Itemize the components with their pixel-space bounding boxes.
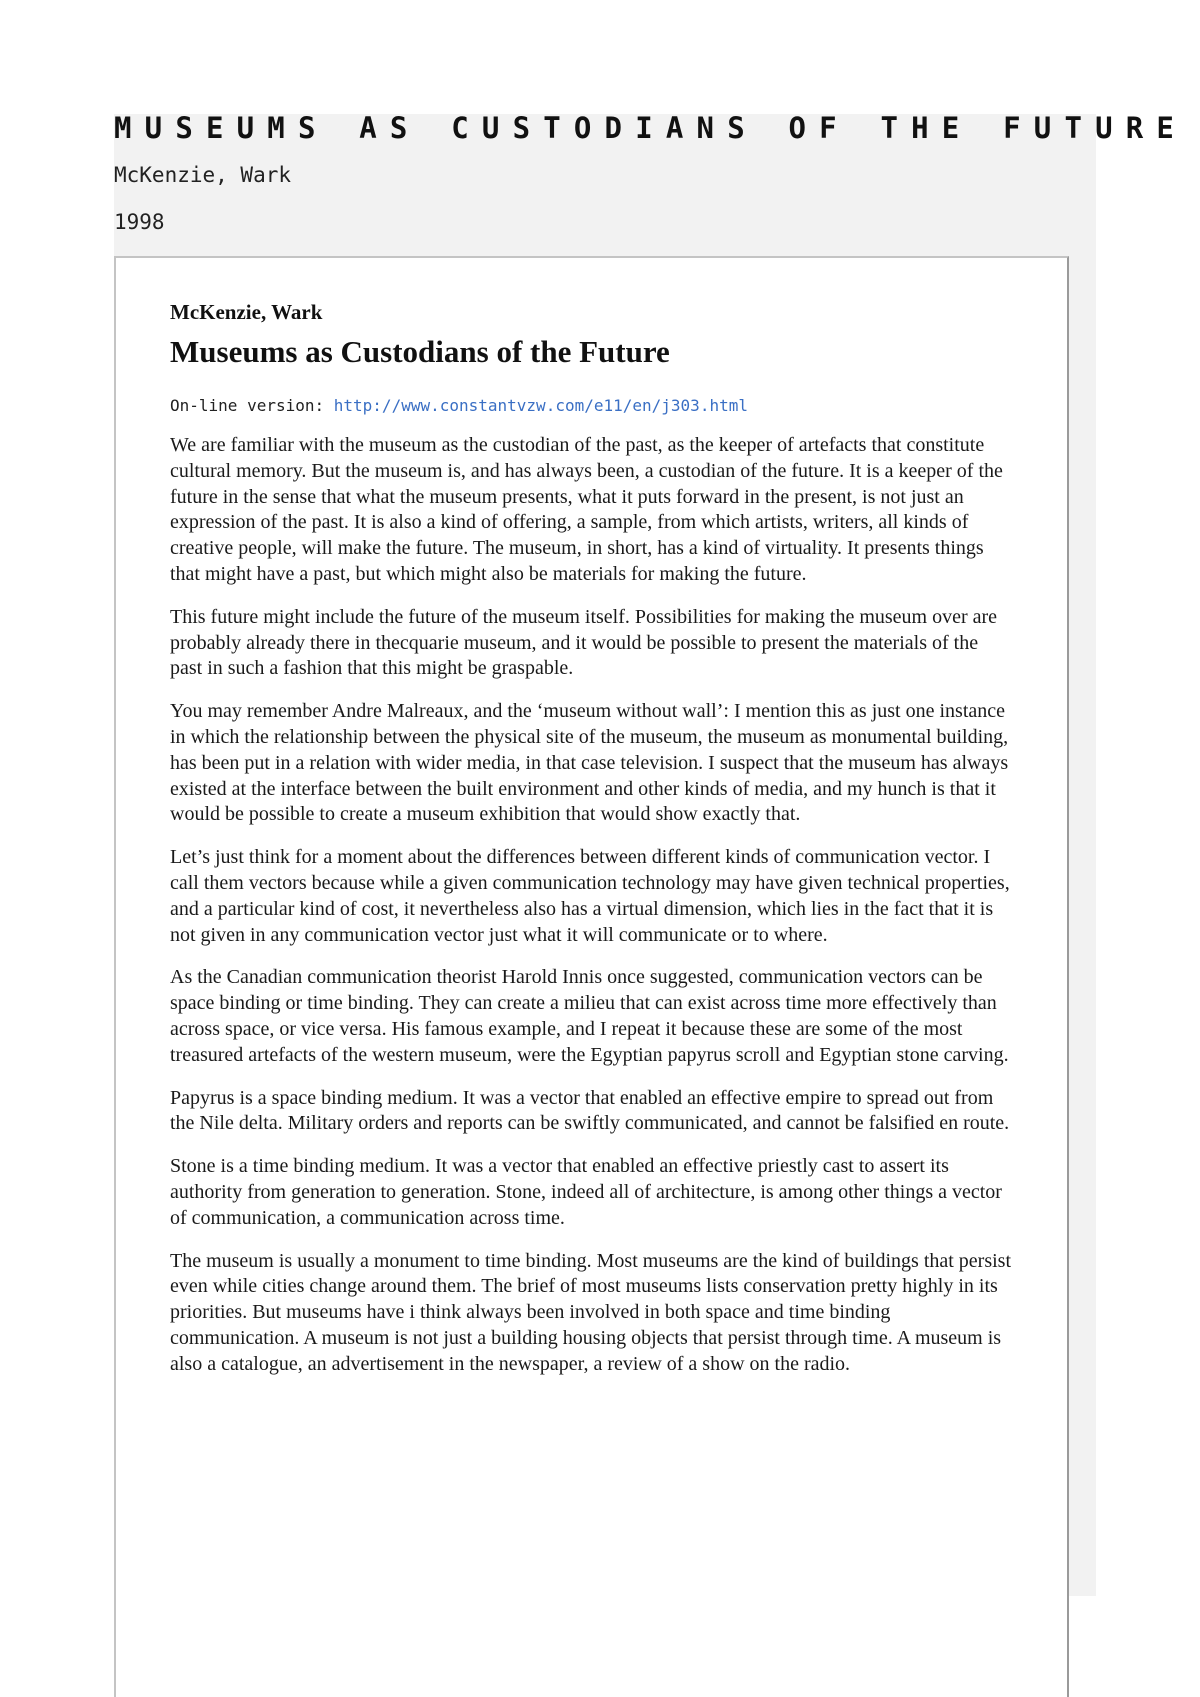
article-frame (114, 256, 1069, 1697)
document-author: McKenzie, Wark (114, 163, 292, 187)
document-title: MUSEUMS AS CUSTODIANS OF THE FUTURE (114, 111, 1188, 145)
article-body (170, 298, 1012, 1378)
online-version-label: On-line version: (170, 396, 334, 415)
paragraph-4: Let’s just think for a moment about the differences between different kinds of communication vector. I call them vectors because while a given communication technology may have given technical properties, and a particular kind of cost, it nevertheless also has a virtual dimension, which lies in the fact that it is not given in any communication vector just what it will communicate or to where. (170, 846, 1010, 946)
document-year: 1998 (114, 210, 165, 234)
paragraph-7: Stone is a time binding medium. It was a vector that enabled an effective priestly cast to assert its authority from generation to generation. Stone, indeed all of architecture, is among other things a vector of communication, a communication across time. (170, 1155, 1002, 1229)
paragraph-3: You may remember Andre Malreaux, and the ‘museum without wall’: I mention this as just one instance in which the relationship between the physical site of the museum, the museum as monumental building, has been put in a relation with wider media, in that case television. I suspect that the museum has always existed at the interface between the built environment and other kinds of media, and my hunch is that it would be possible to create a museum exhibition that would show exactly that. (170, 700, 1009, 826)
paragraph-6: Papyrus is a space binding medium. It was a vector that enabled an effective empire to spread out from the Nile delta. Military orders and reports can be swiftly communicated, and cannot be falsified en route. (170, 1086, 1010, 1135)
paragraph-1: We are familiar with the museum as the custodian of the past, as the keeper of artefacts that constitute cultural memory. But the museum is, and has always been, a custodian of the future. It is a keeper of the future in the sense that what the museum presents, what it puts forward in the present, is not just an expression of the past. It is also a kind of offering, a sample, from which artists, writers, all kinds of creative people, will make the future. The museum, in short, has a kind of virtuality. It presents things that might have a past, but which might also be materials for making the future. (170, 434, 1003, 585)
paragraph-5: As the Canadian communication theorist Harold Innis once suggested, communication vectors can be space binding or time binding. They can create a milieu that can exist across time more effectively than across space, or vice versa. His famous example, and I repeat it because these are some of the most treasured artefacts of the western museum, were the Egyptian papyrus scroll and Egyptian stone carving. (170, 966, 1009, 1066)
online-version-line (170, 394, 1012, 418)
paragraph-8: The museum is usually a monument to time binding. Most museums are the kind of buildings that persist even while cities change around them. The brief of most museums lists conservation pretty highly in its priorities. But museums have i think always been involved in both space and time binding communication. A museum is not just a building housing objects that persist through time. A museum is also a catalogue, an advertisement in the newspaper, a review of a show on the radio. (170, 1249, 1012, 1375)
article-title: Museums as Custodians of the Future (170, 334, 670, 369)
online-version-link[interactable]: http://www.constantvzw.com/e11/en/j303.html (333, 396, 748, 415)
paragraph-2: This future might include the future of the museum itself. Possibilities for making the museum over are probably already there in thecquarie museum, and it would be possible to present the materials of the past in such a fashion that this might be graspable. (170, 605, 998, 680)
article-author: McKenzie, Wark (170, 300, 323, 324)
